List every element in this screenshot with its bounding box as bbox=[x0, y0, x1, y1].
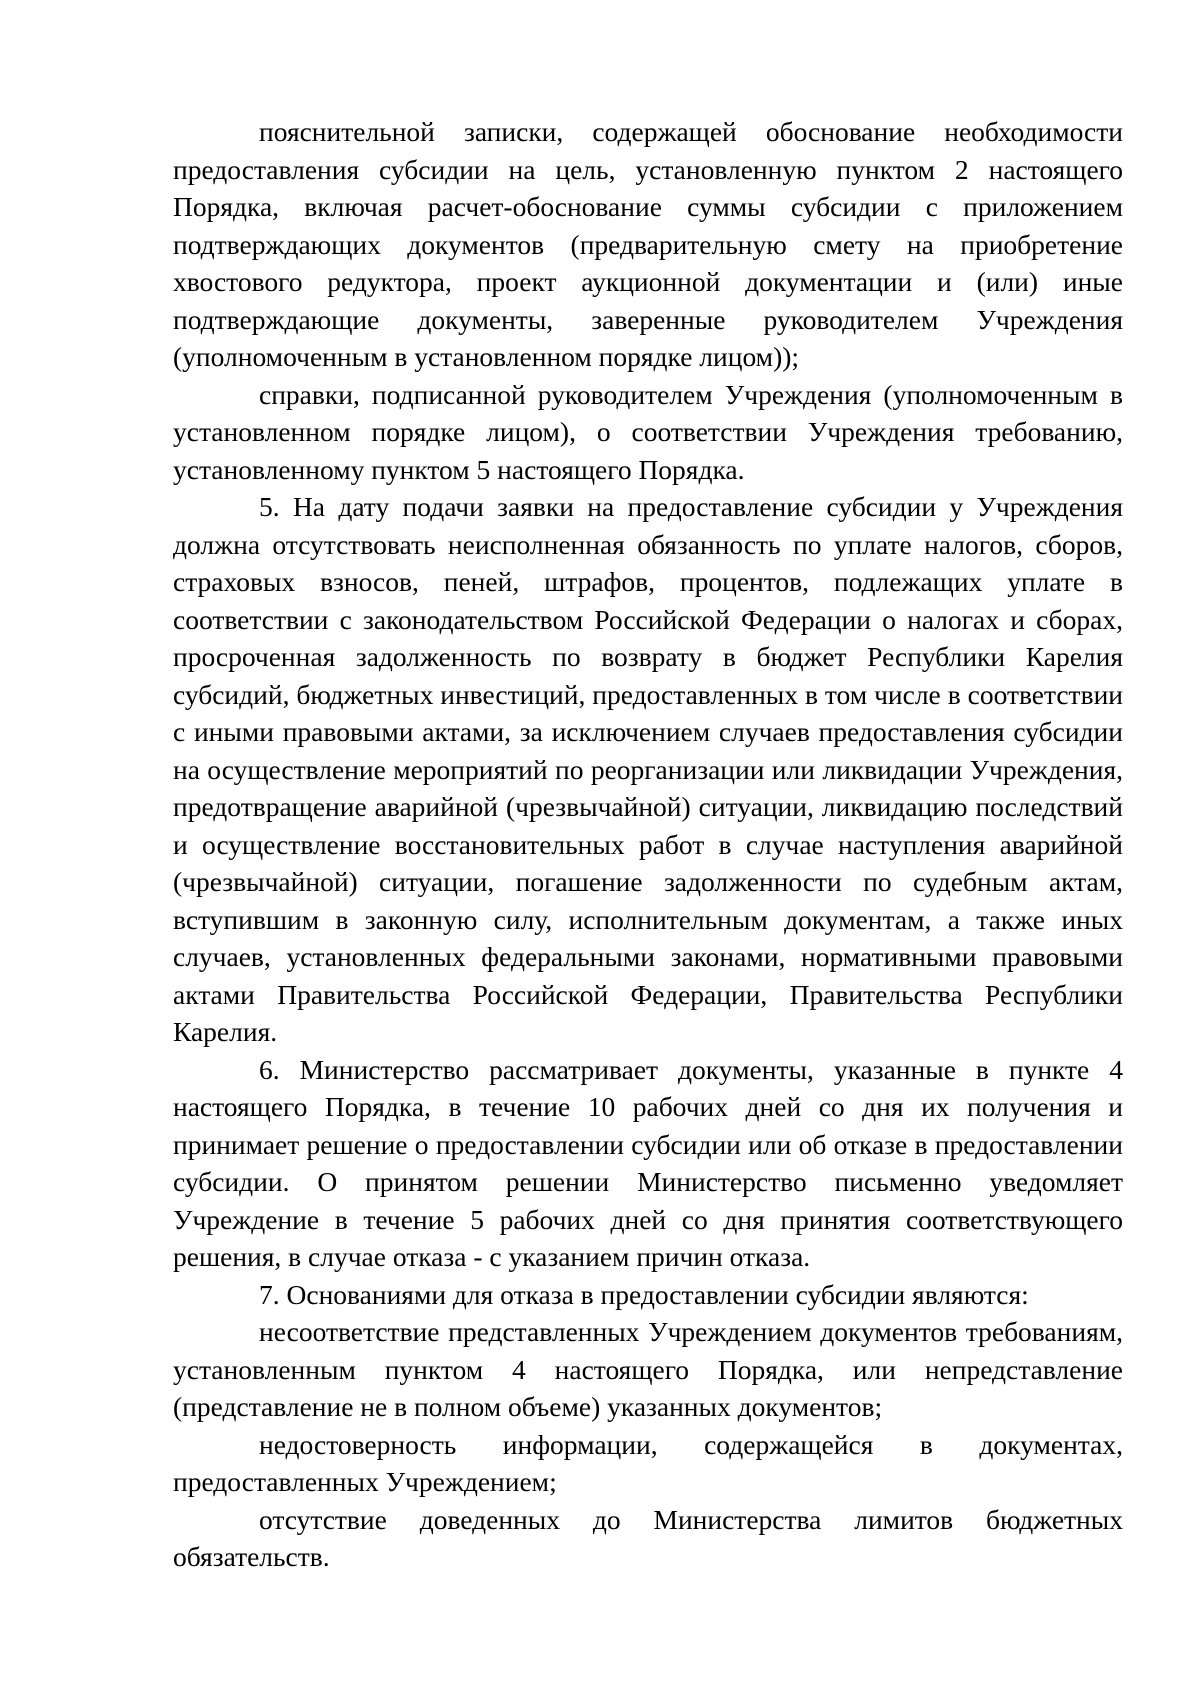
paragraph-refusal-reason-1: несоответствие представленных Учреждением документов требованиям, установленным пунктом 4 настоящего Порядка, или непредставление (представление не в полном объеме) указанных документов; bbox=[173, 1316, 1123, 1422]
document-page bbox=[173, 113, 1123, 1576]
paragraph-item-5: 5. На дату подачи заявки на предоставление субсидии у Учреждения должна отсутствовать неисполненная обязанность по уплате налогов, сборов, страховых взносов, пеней, штрафов, процентов, подлежащих уплате в соответствии с законодательством Российской Федерации о налогах и сборах, просроченная задолженность по возврату в бюджет Республики Карелия субсидий, бюджетных инвестиций, предоставленных в том числе в соответствии с иными правовыми актами, за исключением случаев предоставления субсидии на осуществление мероприятий по реорганизации или ликвидации Учреждения, предотвращение аварийной (чрезвычайной) ситуации, ликвидацию последствий и осуществление восстановительных работ в случае наступления аварийной (чрезвычайной) ситуации, погашение задолженности по судебным актам, вступившим в законную силу, исполнительным документам, а также иных случаев, установленных федеральными законами, нормативными правовыми актами Правительства Российской Федерации, Правительства Республики Карелия. bbox=[173, 491, 1123, 1047]
paragraph-explanatory-note: пояснительной записки, содержащей обоснование необходимости предоставления субсидии на цель, установленную пунктом 2 настоящего Порядка, включая расчет-обоснование суммы субсидии с приложением подтверждающих документов (предварительную смету на приобретение хвостового редуктора, проект аукционной документации и (или) иные подтверждающие документы, заверенные руководителем Учреждения (уполномоченным в установленном порядке лицом)); bbox=[173, 116, 1123, 372]
paragraph-certificate: справки, подписанной руководителем Учреждения (уполномоченным в установленном порядке лицом), о соответствии Учреждения требованию, установленному пунктом 5 настоящего Порядка. bbox=[173, 378, 1123, 485]
paragraph-item-6: 6. Министерство рассматривает документы, указанные в пункте 4 настоящего Порядка, в течение 10 рабочих дней со дня их получения и принимает решение о предоставлении субсидии или об отказе в предоставлении субсидии. О принятом решении Министерство письменно уведомляет Учреждение в течение 5 рабочих дней со дня принятия соответствующего решения, в случае отказа - с указанием причин отказа. bbox=[173, 1053, 1123, 1272]
paragraph-refusal-reason-3: отсутствие доведенных до Министерства лимитов бюджетных обязательств. bbox=[173, 1503, 1123, 1572]
paragraph-item-7: 7. Основаниями для отказа в предоставлении субсидии являются: bbox=[259, 1278, 1029, 1310]
paragraph-refusal-reason-2: недостоверность информации, содержащейся в документах, предоставленных Учреждением; bbox=[173, 1428, 1123, 1497]
